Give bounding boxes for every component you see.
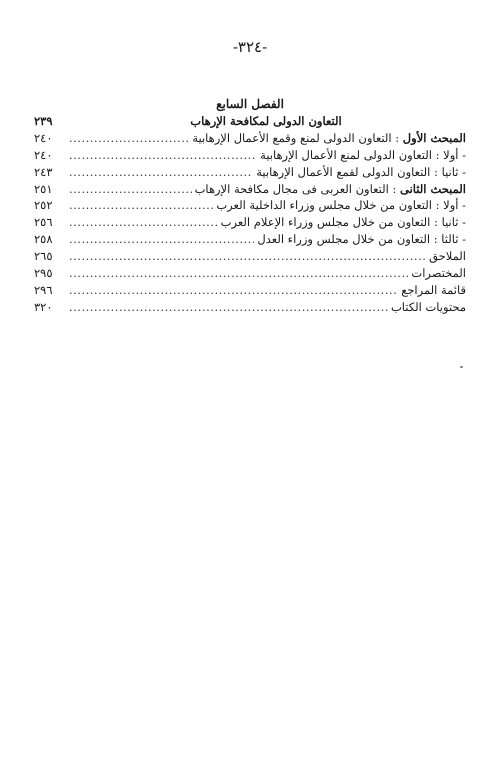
toc-entry bbox=[34, 265, 466, 282]
toc-entry bbox=[34, 299, 466, 316]
toc-entry-title bbox=[221, 214, 466, 231]
toc-entry-page: ٣٢٠ bbox=[34, 299, 53, 314]
toc-entry-text: - أولا : التعاون من خلال مجلس وزراء الداخلية العرب bbox=[216, 198, 466, 213]
toc-entry-text: التعاون الدولى لمنع وقمع الأعمال الإرهابية bbox=[192, 130, 392, 145]
toc-entry-text: قائمة المراجع bbox=[401, 282, 466, 297]
toc-entry-text: الملاحق bbox=[429, 249, 466, 264]
chapter-heading: الفصل السابع bbox=[216, 97, 284, 111]
toc-entry-text: المختصرات bbox=[411, 266, 466, 281]
toc-entry-page: ٢٥٦ bbox=[34, 215, 53, 230]
toc-entry-title bbox=[391, 299, 466, 316]
toc-entry-text: - ثالثا : التعاون من خلال مجلس وزراء العدل bbox=[257, 232, 466, 247]
toc-entry-lead: المبحث الثانى bbox=[400, 181, 466, 196]
toc-rows bbox=[34, 130, 466, 316]
toc-leader-dots bbox=[69, 265, 408, 282]
toc-entry-text: - ثانيا : التعاون الدولى لقمع الأعمال الإرهابية bbox=[256, 164, 466, 179]
toc-leader-dots bbox=[69, 197, 213, 214]
toc-entry bbox=[34, 282, 466, 299]
toc-entry bbox=[34, 164, 466, 181]
toc-entry-title bbox=[257, 231, 466, 248]
toc-entry-title bbox=[429, 248, 466, 265]
toc-entry-page: ٢٥١ bbox=[34, 181, 53, 196]
toc-leader-dots bbox=[69, 130, 189, 147]
toc-entry bbox=[34, 147, 466, 164]
toc-entry-separator: : bbox=[388, 181, 400, 196]
toc-entry-page: ٢٤٠ bbox=[34, 147, 53, 162]
toc-entry-title bbox=[256, 164, 466, 181]
table-of-contents bbox=[34, 113, 466, 316]
toc-entry-page: ٢٩٥ bbox=[34, 266, 53, 281]
toc-entry bbox=[34, 248, 466, 265]
toc-entry-page: ٢٩٦ bbox=[34, 282, 53, 297]
toc-leader-dots bbox=[69, 231, 254, 248]
toc-entry bbox=[34, 181, 466, 198]
toc-leader-dots bbox=[69, 214, 218, 231]
toc-leader-dots bbox=[69, 248, 426, 265]
toc-entry-separator: : bbox=[391, 130, 403, 145]
toc-entry-lead: المبحث الأول bbox=[402, 130, 466, 145]
toc-entry-page: ٢٦٥ bbox=[34, 249, 53, 264]
toc-entry-page: ٢٤٣ bbox=[34, 164, 53, 179]
chapter-title: التعاون الدولى لمكافحة الإرهاب bbox=[190, 114, 342, 128]
chapter-title-row bbox=[34, 113, 466, 130]
stray-mark bbox=[460, 366, 463, 368]
page-number: -٣٢٤- bbox=[232, 38, 268, 56]
chapter-title-page: ٢٣٩ bbox=[34, 114, 53, 128]
toc-entry-title bbox=[401, 282, 466, 299]
toc-entry bbox=[34, 197, 466, 214]
toc-entry-text: محتويات الكتاب bbox=[390, 299, 466, 314]
toc-entry-page: ٢٥٢ bbox=[34, 198, 53, 213]
toc-entry bbox=[34, 130, 466, 147]
toc-entry-page: ٢٥٨ bbox=[34, 232, 53, 247]
toc-entry bbox=[34, 214, 466, 231]
toc-entry-title bbox=[216, 197, 466, 214]
toc-leader-dots bbox=[69, 181, 192, 198]
toc-entry-title bbox=[411, 265, 466, 282]
chapter-heading-block bbox=[0, 95, 500, 113]
toc-entry-title bbox=[195, 181, 466, 198]
toc-leader-dots bbox=[69, 147, 257, 164]
toc-leader-dots bbox=[69, 164, 253, 181]
toc-entry-page: ٢٤٠ bbox=[34, 130, 53, 145]
toc-leader-dots bbox=[69, 299, 388, 316]
toc-entry-title bbox=[260, 147, 466, 164]
toc-entry-text: - ثانيا : التعاون من خلال مجلس وزراء الإعلام العرب bbox=[220, 215, 466, 230]
toc-leader-dots bbox=[69, 282, 398, 299]
toc-entry-text: - أولا : التعاون الدولى لمنع الأعمال الإرهابية bbox=[260, 147, 466, 162]
toc-entry-text: التعاون العربى فى مجال مكافحة الإرهاب bbox=[194, 181, 389, 196]
toc-entry-title bbox=[192, 130, 466, 147]
toc-entry bbox=[34, 231, 466, 248]
